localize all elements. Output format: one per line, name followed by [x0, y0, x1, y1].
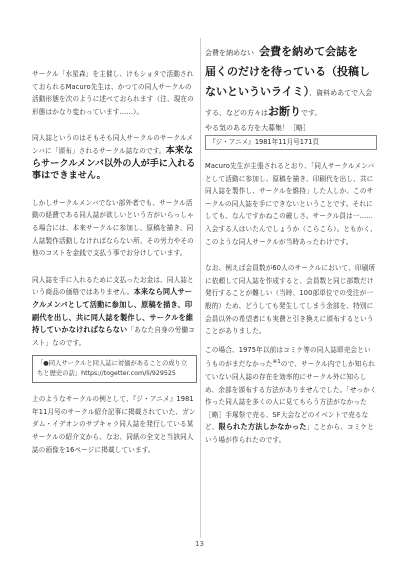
clip-source-box: 『ジ・アニメ』1981年11月号171頁: [205, 135, 377, 150]
right-column: [205, 40, 377, 453]
emphasis-labor-cost: 本来なら同人サークルメンバとして活動に参加し、原稿を描き、印刷代を出し、共に同人誌を製作し、サークルを維持していかなければならない: [32, 287, 194, 335]
page-number: 13: [195, 540, 204, 548]
recruitment-heading: [205, 40, 377, 120]
heading-small-text: 会費を納めない: [205, 49, 254, 57]
citation-box: 「●同人サークルと同人誌に対価があることの成り立ちと歴史の話」https://togetter.com/li/929525: [32, 355, 197, 383]
paragraph-doujin-definition: [32, 132, 197, 182]
emphasis-not-obtainable: 本来ならサークルメンバ以外の人が手に入れる事はできません。: [32, 145, 196, 182]
paragraph-macuro-claim: Macuro先生が主張されるとおり、「同人サークルメンバとして活動に参加し、原稿を描き、印刷代を出し、共に同人誌を製作し、サークルを維持」した人しか、このサークルの同人誌を手にできないということです。それにしても、なんですかねこの厳しさ。サークル員は一……入会する人はいたんでしょうか（こらこら）。ともかく、このような同人サークルが当時あったわけです。: [205, 162, 377, 246]
comiket-text: この場合、1975年以前はコミケ等の同人誌即売会というものがまだなかった: [205, 345, 371, 369]
comiket-mid: ので、サークル内でしか知られていない同人誌の存在を効率的にサークル外に知らしめ、余部を頒布する方法がありませんでした。「せっかく作った同人誌を多くの人に見てもらう方法がなかった［略］手塚祭で売る、SF大会などのイベントで売るなど、: [205, 360, 377, 432]
payment-text: 同人誌を手に入れるために支払ったお金は、同人誌という商品の価格ではありません。: [32, 275, 194, 297]
heading-end: です。: [301, 109, 322, 117]
paragraph-intro: サークル「水星森」を主催し、けもショタで活動されておられるMacuro先生は、かつての同人サークルの活動形態を次のように述べておられます（注、現在の形態はかなり変わっています……）。: [32, 70, 194, 116]
heading-tail: 、資料めあてで入会する、などの方々は: [205, 89, 373, 117]
paragraph-comiket: [205, 344, 377, 447]
emphasis-limited-methods: 限られた方法しかなかった: [218, 422, 307, 432]
heading-bold-2: 届くのだけを待っている（投稿しないといういライミ）: [205, 65, 370, 98]
comiket-tail: 」ことから、コミケという場が作られたのです。: [205, 423, 374, 445]
left-column: [32, 40, 197, 462]
paragraph-payment: [32, 274, 197, 350]
column-divider: [200, 38, 201, 538]
footnote-marker: ※1: [272, 359, 281, 366]
payment-tail: 「あなた自身の労働コスト」なのです。: [32, 326, 195, 347]
paragraph-outsiders: しかしサークルメンバでない部外者でも、サークル活動の経費である同人誌が欲しいという方がいらっしゃる場合には、本来サークルに参加し、原稿を描き、同人誌製作活動しなければならない所、その労力やその他のコストを金銭で支払う事でお分けしています。: [32, 198, 194, 258]
heading-refuse: お断り: [268, 105, 301, 118]
heading-bold-1: 会費を納めて会誌を: [259, 45, 359, 58]
paragraph-surplus: なお、例えば会員数が60人のサークルにおいて、印刷所に依頼して同人誌を作成すると、会員数と同じ部数だけ発行することが難しい（当時、100部単位での受注が一般的）ため、どうしても発生してしまう余部を、特別に会員以外の希望者にも実費と引き換えに頒布するということがありました。: [205, 264, 376, 336]
definition-text: 同人誌というのはそもそも同人サークルのサークルメンバに「頒布」されるサークル誌なのです。: [32, 134, 194, 155]
paragraph-example: 上のようなサークルの例として、『ジ・アニメ』1981年11月号のサークル紹介記事に掲載されていた、ガンダム・イデオンのサブキャラ同人誌を発行している某サークルの紹介文から、なお、同紙の全文と当該同人誌の画像を16ページに掲載しています。: [32, 395, 196, 454]
clip-title: やる気のある方を大募集！［略］: [205, 124, 310, 132]
